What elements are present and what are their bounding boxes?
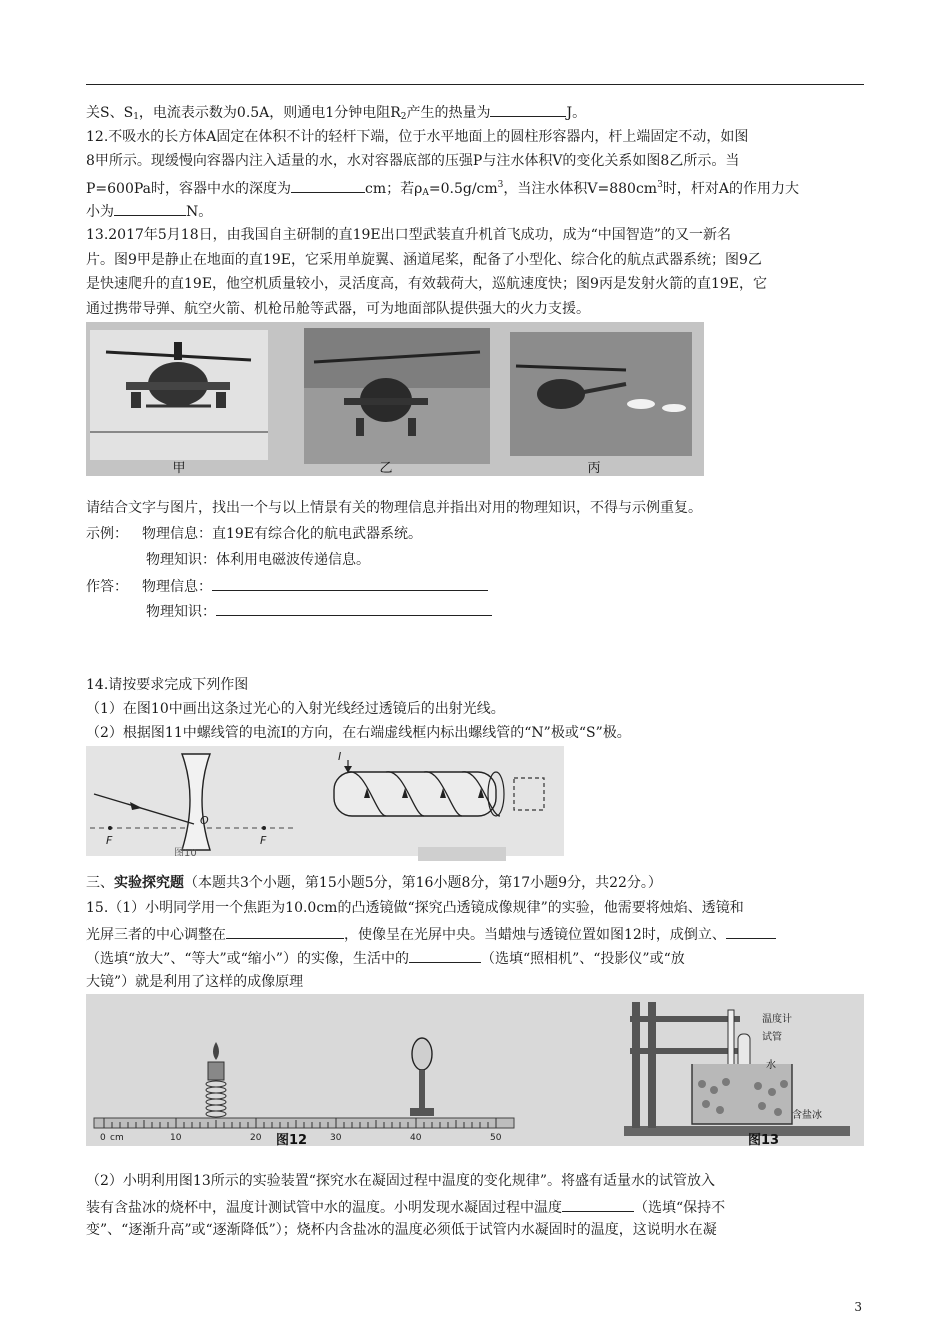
answer-blank[interactable] xyxy=(212,575,488,591)
text: （本题共3个小题，第15小题5分，第16小题8分，第17小题9分，共22分。） xyxy=(184,875,662,891)
text: =0.5g/cm xyxy=(428,181,498,197)
page-number: 3 xyxy=(854,1300,862,1314)
tick-label: 30 xyxy=(330,1133,342,1143)
text-line xyxy=(86,299,590,319)
solenoid-core xyxy=(334,772,496,816)
text: （2）根据图11中螺线管的电流I的方向，在右端虚线框内标出螺线管的“N”极或“S”极。 xyxy=(86,725,631,741)
answer-label: 作答： xyxy=(86,579,128,595)
candle xyxy=(208,1062,224,1080)
helicopter-photos xyxy=(86,322,704,476)
label-salted-ice: 含盐冰 xyxy=(792,1110,822,1121)
text-line xyxy=(86,898,744,918)
tick-label: 50 xyxy=(490,1133,502,1143)
answer-line xyxy=(86,575,488,597)
text: 大镜”）就是利用了这样的成像原理 xyxy=(86,974,304,990)
text: ，当注水体积V=880cm xyxy=(503,181,658,197)
label-f-right: F xyxy=(260,834,267,847)
text: 变”、“逐渐升高”或“逐渐降低”）；烧杯内含盐冰的温度必须低于试管内水凝固时的温度，这说明水在凝 xyxy=(86,1222,717,1238)
superscript: 3 xyxy=(497,180,504,190)
text: 时，杆对A的作用力大 xyxy=(662,181,799,197)
text-line xyxy=(86,498,702,518)
text: 小为 xyxy=(86,204,114,220)
subscript: A xyxy=(422,188,429,198)
text: （1）在图10中画出这条过光心的入射光线经过透镜后的出射光线。 xyxy=(86,701,505,717)
text: 三、 xyxy=(86,875,114,891)
section-title: 实验探究题 xyxy=(114,875,184,891)
text: 12.不吸水的长方体A固定在体积不计的轻杆下端，位于水平地面上的圆柱形容器内，杆上端固定不动，如图 xyxy=(86,129,749,145)
label-f-left: F xyxy=(106,834,113,847)
caption-fig10: 图10 xyxy=(174,848,197,856)
caption-fig12: 图12 xyxy=(276,1133,308,1146)
subscript: 2 xyxy=(400,112,407,122)
example-label: 示例： xyxy=(86,526,128,542)
text: cm；若ρ xyxy=(365,181,423,197)
label-test-tube: 试管 xyxy=(762,1032,782,1043)
text-line xyxy=(86,972,303,992)
text: J。 xyxy=(566,105,587,121)
text-line xyxy=(146,550,370,570)
clamp xyxy=(630,1016,740,1022)
stand-base xyxy=(624,1126,850,1136)
text: 物理信息： xyxy=(142,579,212,595)
text-line xyxy=(86,175,799,203)
text: 14.请按要求完成下列作图 xyxy=(86,677,249,693)
label-jia: 甲 xyxy=(172,461,186,476)
answer-blank[interactable] xyxy=(291,177,365,193)
text: 请结合文字与图片，找出一个与以上情景有关的物理信息并指出对用的物理知识，不得与示例重复。 xyxy=(86,500,702,516)
text: ，使像呈在光屏中央。当蜡烛与透镜位置如图12时，成倒立、 xyxy=(344,927,726,943)
optics-bench-diagram xyxy=(86,994,864,1146)
text: （2）小明利用图13所示的实验装置“探究水在凝固过程中温度的变化规律”。将盛有适量水的试管放入 xyxy=(86,1173,716,1189)
unit-label: cm xyxy=(110,1133,124,1143)
tick-label: 20 xyxy=(250,1133,262,1143)
text-line xyxy=(86,699,505,719)
label-o: O xyxy=(200,814,209,827)
text-line xyxy=(86,723,631,743)
figure-10-11 xyxy=(86,746,564,856)
answer-blank[interactable] xyxy=(562,1196,634,1212)
label-water: 水 xyxy=(766,1060,776,1071)
text: 光屏三者的中心调整在 xyxy=(86,927,226,943)
smudge xyxy=(418,847,506,861)
text: 13.2017年5月18日，由我国自主研制的直19E出口型武装直升机首飞成功，成为“中国智造”的又一新名 xyxy=(86,227,731,243)
caption-fig13: 图13 xyxy=(748,1133,780,1146)
convex-lens xyxy=(412,1038,432,1070)
text-line xyxy=(86,274,767,294)
superscript: 3 xyxy=(657,180,663,190)
text-line xyxy=(86,1220,717,1240)
text-line xyxy=(86,127,748,147)
text: P=600Pa时，容器中水的深度为 xyxy=(86,181,292,197)
subscript: 1 xyxy=(133,112,139,122)
example-line xyxy=(86,524,422,544)
text-line xyxy=(86,1196,725,1218)
text: 装有含盐冰的烧杯中，温度计测试管中水的温度。小明发现水凝固过程中温度 xyxy=(86,1200,562,1216)
text: 物理知识：体利用电磁波传递信息。 xyxy=(146,552,370,568)
answer-blank[interactable] xyxy=(216,600,492,616)
text: 通过携带导弹、航空火箭、机枪吊舱等武器，可为地面部队提供强大的火力支援。 xyxy=(86,301,590,317)
text-line xyxy=(86,947,685,969)
answer-blank[interactable] xyxy=(226,923,344,939)
tick-label: 0 xyxy=(100,1133,106,1143)
figure-12-13 xyxy=(86,994,864,1146)
answer-blank[interactable] xyxy=(114,200,186,216)
text-line xyxy=(86,675,248,695)
lens-solenoid-diagram xyxy=(86,746,564,856)
text-line xyxy=(86,151,739,171)
answer-blank[interactable] xyxy=(409,947,481,963)
text-line xyxy=(86,1171,715,1191)
text: （选填“照相机”、“投影仪”或“放 xyxy=(480,951,685,967)
focus-right xyxy=(262,826,266,830)
text-line xyxy=(86,225,731,245)
section-heading xyxy=(86,873,662,893)
text: （选填“保持不 xyxy=(634,1200,726,1216)
text-line xyxy=(86,101,586,127)
label-yi: 乙 xyxy=(379,461,393,476)
answer-blank[interactable] xyxy=(726,923,776,939)
answer-blank[interactable] xyxy=(490,101,566,117)
label-bing: 丙 xyxy=(587,461,601,476)
label-current-i: I xyxy=(338,750,342,763)
tick-label: 10 xyxy=(170,1133,182,1143)
text: ，电流表示数为0.5A，则通电1分钟电阻R xyxy=(138,105,401,121)
text-line xyxy=(86,923,776,945)
text: 产生的热量为 xyxy=(406,105,491,121)
lens-holder xyxy=(419,1070,425,1110)
text: 物理信息：直19E有综合化的航电武器系统。 xyxy=(142,526,423,542)
text-line xyxy=(86,250,762,270)
header-rule xyxy=(86,84,864,85)
text: 片。图9甲是静止在地面的直19E，它采用单旋翼、涵道尾桨，配备了小型化、综合化的航点武器系统；图9乙 xyxy=(86,252,762,268)
text: 物理知识： xyxy=(146,604,216,620)
text: N。 xyxy=(186,204,213,220)
text: （选填“放大”、“等大”或“缩小”）的实像，生活中的 xyxy=(86,951,409,967)
figure-9-photos xyxy=(86,322,704,476)
answer-line xyxy=(146,600,492,622)
text-line xyxy=(86,200,212,222)
text: 是快速爬升的直19E，他空机质量较小，灵活度高，有效载荷大，巡航速度快；图9丙是发射火箭的直19E，它 xyxy=(86,276,767,292)
label-thermometer: 温度计 xyxy=(762,1014,792,1025)
text: 关S、S xyxy=(86,105,134,121)
tick-label: 40 xyxy=(410,1133,422,1143)
text: 8甲所示。现缓慢向容器内注入适量的水，水对容器底部的压强P与注水体积V的变化关系如图8乙所示。当 xyxy=(86,153,740,169)
text: 15.（1）小明同学用一个焦距为10.0cm的凸透镜做“探究凸透镜成像规律”的实验，他需要将烛焰、透镜和 xyxy=(86,900,744,916)
focus-left xyxy=(108,826,112,830)
